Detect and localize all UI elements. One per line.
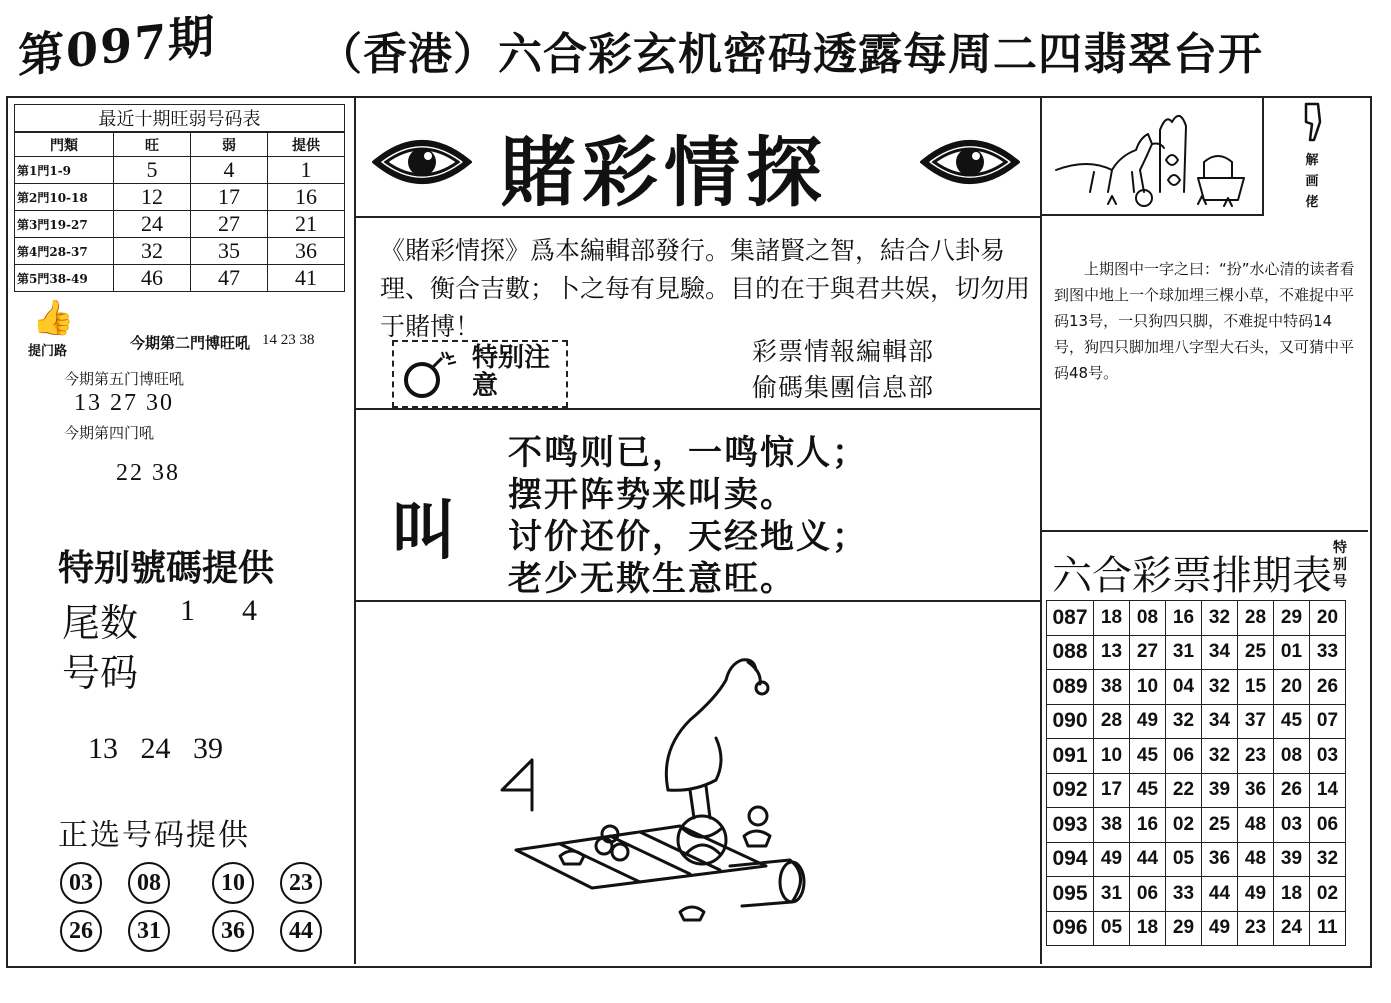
number-cell: 20 — [1274, 670, 1310, 705]
special-numbers: 13 24 39 — [88, 732, 223, 765]
door-label: 第2門10-18 — [15, 184, 114, 211]
masthead-title: 賭彩情探 — [500, 128, 828, 217]
special-number-cell: 07 — [1310, 704, 1346, 739]
riddle-img-divider — [1042, 214, 1262, 216]
notice-label: 特别注意 — [472, 343, 551, 401]
table-row — [1047, 808, 1346, 843]
number-cell: 39 — [1202, 773, 1238, 808]
number-cell: 10 — [1094, 739, 1130, 774]
number-cell: 16 — [1166, 601, 1202, 636]
period-cell: 089 — [1047, 670, 1094, 705]
number-cell: 26 — [1274, 773, 1310, 808]
special-number-cell: 03 — [1310, 739, 1346, 774]
door5-label: 今期第五门博旺吼 — [64, 370, 185, 388]
number-cell: 04 — [1166, 670, 1202, 705]
door4-numbers: 22 38 — [116, 460, 180, 486]
number-cell: 45 — [1274, 704, 1310, 739]
table-row — [15, 184, 345, 211]
poem-line: 不鸣则已，一鸣惊人； — [508, 433, 868, 473]
number-cell: 49 — [1094, 842, 1130, 877]
thumbs-up-icon: 👍 — [32, 298, 75, 338]
number-cell: 22 — [1166, 773, 1202, 808]
table-row — [1047, 704, 1346, 739]
number-cell: 25 — [1238, 635, 1274, 670]
cell-hot: 32 — [114, 238, 191, 265]
number-cell: 10 — [1130, 670, 1166, 705]
riddle-text: 上期图中一字之曰：“扮”水心清的读者看到图中地上一个球加埋三棵小草，不难捉中平码13号，一只狗四只脚，不难捉中特码14号，狗四只脚加埋八字型大石头，又可猜中平码48号。 — [1054, 260, 1355, 382]
bomb-icon — [398, 350, 468, 400]
hint-label: 提门路 — [28, 344, 68, 359]
table-row — [15, 265, 345, 292]
number-cell: 38 — [1094, 670, 1130, 705]
number-ball: 23 — [280, 862, 322, 904]
number-cell: 38 — [1094, 808, 1130, 843]
main-picks-title: 正选号码提供 — [58, 818, 250, 853]
page-title: （香港）六合彩玄机密码透露每周二四翡翠台开 — [318, 29, 1263, 80]
table-row — [15, 238, 345, 265]
number-cell: 06 — [1130, 877, 1166, 912]
dog-rock-illustration — [1048, 100, 1258, 212]
special-number-cell: 33 — [1310, 635, 1346, 670]
crane-illustration — [480, 640, 820, 930]
number-cell: 36 — [1238, 773, 1274, 808]
period-cell: 087 — [1047, 601, 1094, 636]
table-row — [15, 211, 345, 238]
number-cell: 34 — [1202, 635, 1238, 670]
poem-line: 讨价还价，天经地义； — [508, 517, 868, 557]
department-name: 彩票情報編輯部 — [752, 337, 935, 366]
number-cell: 28 — [1094, 704, 1130, 739]
intro-divider — [356, 408, 1040, 410]
cell-hot: 24 — [114, 211, 191, 238]
number-cell: 33 — [1166, 877, 1202, 912]
history-header: 門類 — [15, 132, 114, 157]
period-cell: 090 — [1047, 704, 1094, 739]
cell-cold: 47 — [191, 265, 268, 292]
number-cell: 39 — [1274, 842, 1310, 877]
number-ball: 08 — [128, 862, 170, 904]
special-number-cell: 06 — [1310, 808, 1346, 843]
number-cell: 23 — [1238, 739, 1274, 774]
number-cell: 28 — [1238, 601, 1274, 636]
number-cell: 13 — [1094, 635, 1130, 670]
number-cell: 06 — [1166, 739, 1202, 774]
number-label: 号码 — [62, 651, 139, 695]
period-cell: 095 — [1047, 877, 1094, 912]
cell-cold: 27 — [191, 211, 268, 238]
number-cell: 31 — [1166, 635, 1202, 670]
number-cell: 08 — [1274, 739, 1310, 774]
number-cell: 48 — [1238, 808, 1274, 843]
cell-offer: 21 — [268, 211, 345, 238]
number-cell: 45 — [1130, 739, 1166, 774]
history-header: 提供 — [268, 132, 345, 157]
table-row — [1047, 601, 1346, 636]
department-name: 偷碼集團信息部 — [752, 373, 935, 402]
special-number-cell: 20 — [1310, 601, 1346, 636]
schedule-title: 六合彩票排期表 — [1052, 553, 1332, 599]
period-cell: 094 — [1047, 842, 1094, 877]
number-ball: 26 — [60, 910, 102, 952]
cell-hot: 5 — [114, 157, 191, 184]
table-row — [1047, 739, 1346, 774]
door-label: 第5門38-49 — [15, 265, 114, 292]
number-cell: 18 — [1094, 601, 1130, 636]
door-label: 第1門1-9 — [15, 157, 114, 184]
table-row — [1047, 842, 1346, 877]
special-number-cell: 32 — [1310, 842, 1346, 877]
period-cell: 092 — [1047, 773, 1094, 808]
cell-offer: 1 — [268, 157, 345, 184]
door-label: 第4門28-37 — [15, 238, 114, 265]
period-cell: 093 — [1047, 808, 1094, 843]
cell-hot: 12 — [114, 184, 191, 211]
door5-numbers: 13 27 30 — [74, 390, 174, 416]
door2-label: 今期第二門博旺吼 — [130, 334, 251, 352]
poem-keyword: 叫 — [392, 495, 456, 569]
number-cell: 05 — [1094, 911, 1130, 946]
table-row — [1047, 877, 1346, 912]
special-numbers-title: 特别號碼提供 — [58, 548, 275, 589]
tail-number: 1 — [180, 594, 195, 627]
number-cell: 49 — [1130, 704, 1166, 739]
number-ball: 31 — [128, 910, 170, 952]
poem — [508, 432, 868, 600]
poem-line: 老少无欺生意旺。 — [508, 559, 796, 599]
schedule-special-label: 特别号 — [1333, 540, 1347, 590]
special-number-cell: 14 — [1310, 773, 1346, 808]
number-cell: 44 — [1130, 842, 1166, 877]
number-cell: 01 — [1274, 635, 1310, 670]
cell-offer: 36 — [268, 238, 345, 265]
door2-numbers: 14 23 38 — [262, 332, 315, 348]
number-cell: 49 — [1238, 877, 1274, 912]
number-cell: 15 — [1238, 670, 1274, 705]
eye-icon — [372, 130, 472, 194]
history-caption: 最近十期旺弱号码表 — [15, 105, 345, 133]
number-ball: 44 — [280, 910, 322, 952]
schedule-table — [1046, 600, 1346, 946]
number-cell: 18 — [1274, 877, 1310, 912]
cell-cold: 4 — [191, 157, 268, 184]
number-cell: 32 — [1202, 670, 1238, 705]
riddle-img-vline — [1262, 98, 1264, 216]
number-ball: 36 — [212, 910, 254, 952]
number-cell: 32 — [1202, 739, 1238, 774]
number-ball: 10 — [212, 862, 254, 904]
history-header: 弱 — [191, 132, 268, 157]
number-cell: 08 — [1130, 601, 1166, 636]
table-row — [1047, 670, 1346, 705]
left-divider — [354, 96, 356, 964]
period-cell: 096 — [1047, 911, 1094, 946]
table-row — [1047, 773, 1346, 808]
number-cell: 37 — [1238, 704, 1274, 739]
cell-offer: 41 — [268, 265, 345, 292]
pointing-hand-icon — [1300, 100, 1328, 144]
number-cell: 17 — [1094, 773, 1130, 808]
special-number-cell: 11 — [1310, 911, 1346, 946]
history-header: 旺 — [114, 132, 191, 157]
number-ball: 03 — [60, 862, 102, 904]
cell-offer: 16 — [268, 184, 345, 211]
number-cell: 32 — [1166, 704, 1202, 739]
period-cell: 088 — [1047, 635, 1094, 670]
history-table — [14, 104, 345, 292]
number-cell: 02 — [1166, 808, 1202, 843]
table-row — [1047, 911, 1346, 946]
tail-label: 尾数 — [62, 601, 139, 645]
tail-number: 4 — [242, 594, 257, 627]
number-cell: 44 — [1202, 877, 1238, 912]
number-cell: 23 — [1238, 911, 1274, 946]
cell-cold: 17 — [191, 184, 268, 211]
table-row — [15, 157, 345, 184]
cell-cold: 35 — [191, 238, 268, 265]
special-number-cell: 02 — [1310, 877, 1346, 912]
table-row — [1047, 635, 1346, 670]
number-cell: 16 — [1130, 808, 1166, 843]
period-label: 第097期 — [18, 8, 217, 84]
door-label: 第3門19-27 — [15, 211, 114, 238]
door4-label: 今期第四门吼 — [64, 424, 155, 442]
number-cell: 32 — [1202, 601, 1238, 636]
poem-line: 摆开阵势来叫卖。 — [508, 475, 796, 515]
number-cell: 48 — [1238, 842, 1274, 877]
number-cell: 27 — [1130, 635, 1166, 670]
riddle-author-label: 解画佬 — [1305, 153, 1319, 210]
poem-divider — [356, 600, 1040, 602]
schedule-divider — [1042, 530, 1368, 532]
number-cell: 25 — [1202, 808, 1238, 843]
number-cell: 34 — [1202, 704, 1238, 739]
cell-hot: 46 — [114, 265, 191, 292]
number-cell: 03 — [1274, 808, 1310, 843]
number-cell: 18 — [1130, 911, 1166, 946]
number-cell: 24 — [1274, 911, 1310, 946]
number-cell: 36 — [1202, 842, 1238, 877]
number-cell: 29 — [1274, 601, 1310, 636]
number-cell: 29 — [1166, 911, 1202, 946]
number-cell: 31 — [1094, 877, 1130, 912]
number-cell: 45 — [1130, 773, 1166, 808]
intro-text: 《賭彩情探》爲本編輯部發行。集諸賢之智，結合八卦易理、衡合吉數；卜之每有見驗。目的在于與君共娱，切勿用于賭博！ — [380, 236, 1031, 341]
number-cell: 49 — [1202, 911, 1238, 946]
special-number-cell: 26 — [1310, 670, 1346, 705]
number-cell: 05 — [1166, 842, 1202, 877]
eye-icon — [920, 130, 1020, 194]
period-cell: 091 — [1047, 739, 1094, 774]
